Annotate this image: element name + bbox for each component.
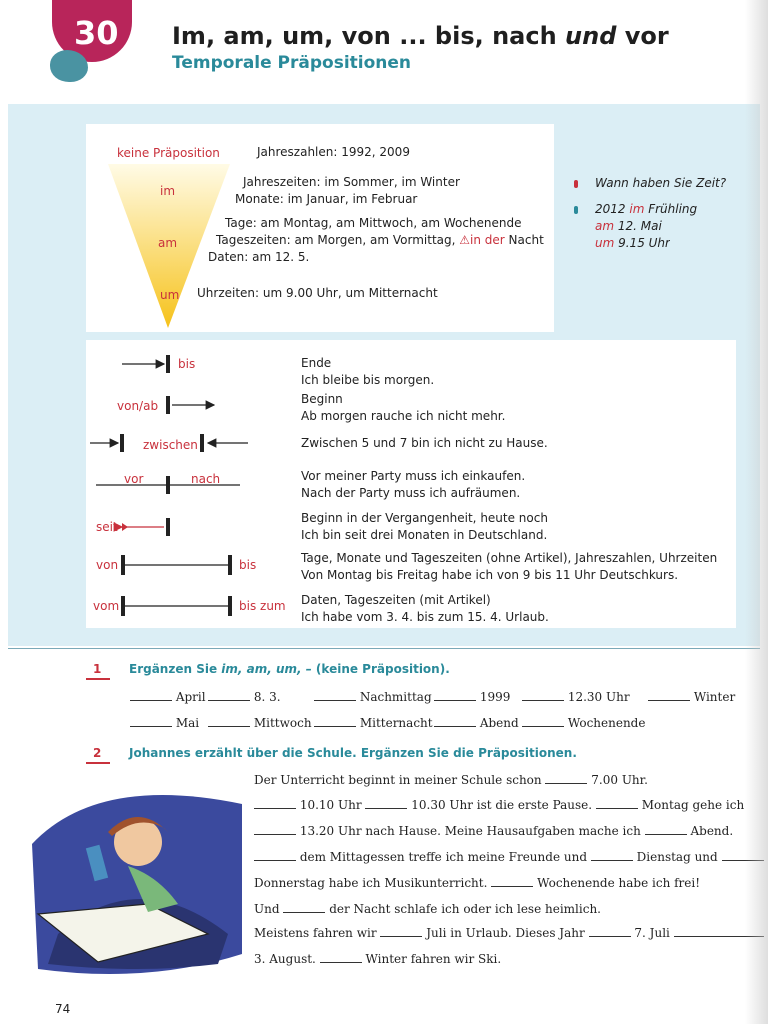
prep-head: Beginn xyxy=(301,392,343,406)
timeline-bis xyxy=(122,355,170,373)
text-line[interactable]: Meistens fahren wir Juli in Urlaub. Dieses Jahr 7. Juli xyxy=(254,924,764,940)
prep-label-nach: nach xyxy=(191,472,221,486)
text-line[interactable]: Und der Nacht schlafe ich oder ich lese heimlich. xyxy=(254,902,601,916)
page-title: Im, am, um, von ... bis, nach und vor xyxy=(172,22,669,50)
prep-example: Ich habe vom 3. 4. bis zum 15. 4. Urlaub. xyxy=(301,610,549,622)
gap-item[interactable]: Winter xyxy=(648,688,735,704)
side-question: Wann haben Sie Zeit? xyxy=(595,176,727,190)
timeline-seit xyxy=(122,518,170,536)
page-subtitle: Temporale Präpositionen xyxy=(172,53,412,73)
text-line[interactable]: 10.10 Uhr 10.30 Uhr ist die erste Pause. Montag gehe ich xyxy=(254,796,744,812)
gap-item[interactable]: Wochenende xyxy=(522,714,645,730)
prep-label-bis-zum: bis zum xyxy=(239,599,286,613)
text-line[interactable]: Donnerstag habe ich Musikunterricht. Wochenende habe ich frei! xyxy=(254,876,701,890)
prep-example: Nach der Party muss ich aufräumen. xyxy=(301,486,521,500)
boy-reading-illustration xyxy=(28,784,246,974)
label-um: um xyxy=(160,288,180,302)
triangle-row: Tageszeiten: am Morgen, am Vormittag, ⚠in der Nacht xyxy=(216,233,544,247)
exercise-1-underline xyxy=(86,678,110,680)
prep-label-seit: seit xyxy=(96,520,118,534)
triangle-row: Uhrzeiten: um 9.00 Uhr, um Mitternacht xyxy=(197,286,438,300)
timeline-vom-bis-zum xyxy=(121,596,232,616)
text-line[interactable]: 13.20 Uhr nach Hause. Meine Hausaufgaben mache ich Abend. xyxy=(254,822,733,838)
prep-label-vor: vor xyxy=(124,472,144,486)
text-line[interactable]: dem Mittagessen treffe ich meine Freunde und Dienstag und xyxy=(254,848,764,864)
timeline-von-ab xyxy=(166,396,214,414)
prep-head: Vor meiner Party muss ich einkaufen. xyxy=(301,469,526,483)
label-im: im xyxy=(160,184,176,198)
label-keine-praeposition: keine Präposition xyxy=(117,146,220,160)
label-am: am xyxy=(158,236,178,250)
side-line: um 9.15 Uhr xyxy=(595,236,670,247)
gap-item[interactable]: Mittwoch xyxy=(208,714,312,730)
page-number: 74 xyxy=(55,1002,71,1016)
prep-label-zwischen: zwischen xyxy=(143,438,198,452)
gap-item[interactable]: Mitternacht xyxy=(314,714,433,730)
gap-item[interactable]: 8. 3. xyxy=(208,688,281,704)
triangle-row: Monate: im Januar, im Februar xyxy=(235,192,418,206)
exercise-2-number: 2 xyxy=(93,746,102,760)
prep-head: Zwischen 5 und 7 bin ich nicht zu Hause. xyxy=(301,436,548,450)
exercise-2-underline xyxy=(86,762,110,764)
bullet-red xyxy=(574,180,578,188)
side-line: am 12. Mai xyxy=(595,219,662,233)
prep-label-von-ab: von/ab xyxy=(117,399,159,413)
triangle-row: Jahreszahlen: 1992, 2009 xyxy=(257,145,410,159)
prep-label-von: von xyxy=(96,558,119,572)
triangle-row: Tage: am Montag, am Mittwoch, am Wochenende xyxy=(225,216,522,230)
prep-example: Ich bleibe bis morgen. xyxy=(301,373,435,387)
exercise-1-title: Ergänzen Sie im, am, um, – (keine Präposition). xyxy=(129,662,450,676)
exercise-2-title: Johannes erzählt über die Schule. Ergänzen Sie die Präpositionen. xyxy=(129,746,577,760)
gap-item[interactable]: Nachmittag xyxy=(314,688,432,704)
text-line[interactable]: 3. August. Winter fahren wir Ski. xyxy=(254,952,502,966)
prep-head: Tage, Monate und Tageszeiten (ohne Artikel), Jahreszahlen, Uhrzeiten xyxy=(301,551,718,565)
gap-item[interactable]: 12.30 Uhr xyxy=(522,688,630,704)
warning-icon: ⚠ xyxy=(459,233,471,247)
gap-item[interactable]: Mai xyxy=(130,714,199,730)
exercise-1-number: 1 xyxy=(93,662,102,676)
page-edge-shade xyxy=(745,0,768,1024)
divider xyxy=(8,648,760,649)
prep-head: Ende xyxy=(301,356,332,370)
prep-example: Ich bin seit drei Monaten in Deutschland. xyxy=(301,528,548,542)
prep-example: Ab morgen rauche ich nicht mehr. xyxy=(301,409,506,423)
prep-head: Daten, Tageszeiten (mit Artikel) xyxy=(301,593,491,607)
prep-label-bis2: bis xyxy=(239,558,257,572)
lesson-badge-blob xyxy=(50,50,88,82)
gap-item[interactable]: Abend xyxy=(434,714,519,730)
timeline-von-bis xyxy=(121,555,232,575)
triangle-row: Daten: am 12. 5. xyxy=(208,250,310,264)
lesson-number: 30 xyxy=(74,14,119,52)
prep-label-vom: vom xyxy=(93,599,120,613)
prep-label-bis: bis xyxy=(178,357,196,371)
bullet-teal xyxy=(574,206,578,214)
triangle-row: Jahreszeiten: im Sommer, im Winter xyxy=(243,175,460,189)
prep-head: Beginn in der Vergangenheit, heute noch xyxy=(301,511,548,525)
gap-item[interactable]: April xyxy=(130,688,206,704)
gap-item[interactable]: 1999 xyxy=(434,688,510,704)
prep-example: Von Montag bis Freitag habe ich von 9 bis 11 Uhr Deutschkurs. xyxy=(301,568,679,582)
text-line[interactable]: Der Unterricht beginnt in meiner Schule schon 7.00 Uhr. xyxy=(254,773,648,787)
side-line: 2012 im Frühling xyxy=(595,202,698,216)
